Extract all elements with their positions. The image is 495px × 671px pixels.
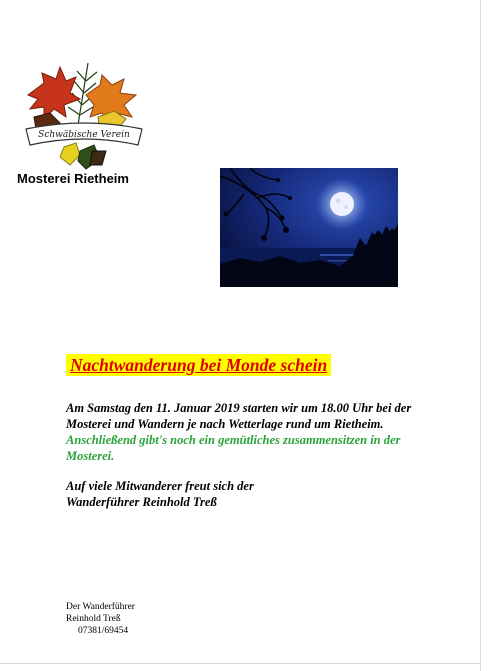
event-text-line-5: Auf viele Mitwanderer freut sich der	[66, 479, 254, 493]
event-text-line-4: Mosterei.	[66, 449, 115, 463]
signature-name: Reinhold Treß	[66, 614, 121, 624]
page-border-right	[480, 0, 481, 671]
moonlit-night-photo	[220, 168, 398, 287]
signature-role: Der Wanderführer	[66, 602, 135, 612]
event-text-line-6: Wanderführer Reinhold Treß	[66, 495, 217, 509]
event-title: Nachtwanderung bei Monde schein	[66, 354, 331, 376]
page-border-bottom	[0, 663, 481, 664]
autumn-leaves-emblem-icon	[20, 55, 148, 173]
club-name: Mosterei Rietheim	[17, 171, 129, 186]
event-text-line-2: Mosterei und Wandern je nach Wetterlage rund um Rietheim.	[66, 417, 384, 431]
signature-phone: 07381/69454	[78, 626, 129, 636]
event-text-line-1: Am Samstag den 11. Januar 2019 starten wir um 18.00 Uhr bei der	[66, 401, 412, 415]
event-text-line-3: Anschließend gibt's noch ein gemütliches zusammensitzen in der	[66, 433, 401, 447]
logo-banner-text: Schwäbische Verein	[38, 130, 130, 140]
